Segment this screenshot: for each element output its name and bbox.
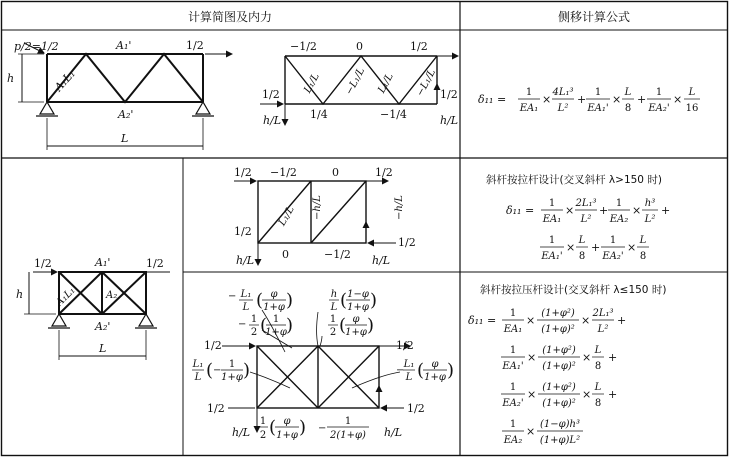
row2-tension-forces — [234, 166, 416, 267]
row2-c-c-num: 1 — [250, 314, 258, 325]
row2-c-d-par-d: 1+φ — [345, 327, 367, 338]
row2-t-top-mid: 0 — [332, 166, 339, 179]
row2-cf-r4a-d: EA₂ — [503, 435, 523, 446]
svg-text:(: ( — [417, 360, 425, 381]
svg-text:×: × — [632, 204, 642, 217]
row2-cf-r3c-n: L — [594, 382, 602, 393]
row1-top-chord-label: A₁' — [116, 39, 132, 52]
row2-t-left-node: 1/2 — [234, 225, 252, 238]
row1-schematic — [7, 39, 232, 150]
row1-span-label: L — [121, 132, 129, 145]
row1-f-t1n: 1 — [525, 87, 533, 98]
svg-text:×: × — [565, 204, 575, 217]
row2-c-f-par-d: 1+φ — [424, 372, 446, 383]
row2-c-e-den: L — [194, 372, 202, 383]
row2-tension-formula — [506, 190, 716, 274]
row2-c-g-par-d: 1+φ — [276, 430, 298, 441]
row2-tf-t8d: 8 — [639, 251, 647, 262]
row1-force-top-right: 1/2 — [410, 40, 428, 53]
row1-force-d2: −L₁/L — [343, 66, 368, 97]
svg-text:): ) — [286, 290, 294, 311]
svg-text:×: × — [627, 241, 637, 254]
row2-t-d2: −h/L — [312, 195, 323, 220]
row2-cf-r1b-d: (1+φ)² — [541, 324, 575, 335]
svg-text:−: − — [396, 365, 405, 376]
row1-force-right-node: 1/2 — [440, 88, 458, 101]
row2-cf-r1a-n: 1 — [509, 308, 517, 319]
row2-height-label: h — [16, 288, 24, 301]
row2-c-top-load: 1/2 — [204, 339, 222, 352]
row2-tf-t3n: 1 — [615, 198, 623, 209]
row2-c-h-den: 2(1+φ) — [330, 430, 366, 441]
row2-c-f-num: L₁ — [403, 359, 415, 370]
row1-formula — [478, 78, 718, 126]
row1-diagonal-label: A₁L₁ — [52, 67, 78, 94]
row2-c-g-num: 1 — [259, 416, 267, 427]
row1-f-t6d: 16 — [685, 103, 699, 114]
row1-f-lhs: δ₁₁ = — [478, 93, 507, 106]
row1-force-d1: L₁/L — [302, 71, 322, 95]
row1-force-bot-right: −1/4 — [380, 108, 407, 121]
row2-tension-caption: 斜杆按拉杆设计(交叉斜杆 λ>150 时) — [486, 174, 662, 186]
row2-c-d-par-n: φ — [352, 314, 360, 325]
row2-cf-r2c-d: 8 — [594, 361, 602, 372]
row1-react-right: h/L — [440, 114, 459, 127]
row2-c-b-den: L — [330, 302, 338, 313]
row2-diag1-label: A₁L₁ — [54, 285, 78, 309]
row1-force-bot-left: 1/4 — [310, 108, 328, 121]
row2-c-mid-load: 1/2 — [396, 339, 414, 352]
svg-text:×: × — [673, 93, 683, 106]
row2-tf-t6n: L — [578, 235, 586, 246]
row1-f-t2d: L² — [557, 103, 569, 114]
header-right: 侧移计算公式 — [557, 10, 631, 24]
svg-text:): ) — [367, 315, 375, 336]
row2-diag2-label: A₂ — [106, 290, 118, 301]
row2-c-e-par-n: 1 — [228, 359, 236, 370]
svg-text:×: × — [612, 93, 622, 106]
row2-compression-forces — [192, 289, 454, 441]
svg-text:−: − — [238, 319, 247, 330]
row1-f-t3d: EA₁' — [587, 103, 609, 114]
svg-text:(: ( — [256, 290, 264, 311]
row2-c-b-num: h — [330, 289, 338, 300]
row1-support-right — [192, 102, 214, 116]
row2-c-a-par-n: φ — [270, 289, 278, 300]
row2-cf-r3b-d: (1+φ)² — [542, 398, 576, 409]
row1-support-left — [36, 102, 58, 116]
row2-c-h-num: 1 — [344, 416, 352, 427]
row2-c-c-par-d: 1+φ — [265, 327, 287, 338]
row2-cf-r1c-n: 2L₁³ — [592, 308, 614, 319]
svg-text:−: − — [318, 423, 327, 434]
row2-support-left — [48, 314, 70, 328]
row2-cf-r2b-d: (1+φ)² — [542, 361, 576, 372]
row2-c-b-par-n: 1−φ — [347, 289, 369, 300]
svg-text:): ) — [370, 290, 378, 311]
header-left: 计算简图及内力 — [187, 10, 273, 24]
row2-c-e-num: L₁ — [192, 359, 204, 370]
row2-c-e-par-d: 1+φ — [221, 372, 243, 383]
row2-tf-t4d: L² — [644, 214, 656, 225]
row2-tf-t3d: EA₂ — [609, 214, 629, 225]
row2-bottom-chord-label: A₂' — [95, 320, 111, 333]
svg-text:+: + — [637, 93, 647, 106]
svg-text:+: + — [591, 241, 601, 254]
row2-c-bot-load-left: 1/2 — [207, 402, 225, 415]
row2-t-bot-right: −1/2 — [324, 248, 351, 261]
svg-text:(: ( — [269, 417, 277, 438]
row2-cf-lhs: δ₁₁ = — [468, 314, 497, 327]
row2-t-right-node: 1/2 — [398, 236, 416, 249]
row2-tf-t1n: 1 — [548, 198, 556, 209]
row2-cf-r4a-n: 1 — [509, 419, 517, 430]
row2-tf-t5n: 1 — [548, 235, 556, 246]
svg-text:): ) — [243, 360, 251, 381]
svg-text:+: + — [599, 204, 609, 217]
row1-f-t5n: 1 — [655, 87, 663, 98]
row2-t-d1: L₁/L — [276, 204, 297, 228]
row2-cf-r3b-n: (1+φ²) — [542, 382, 576, 393]
row2-t-top-right: 1/2 — [375, 166, 393, 179]
row2-c-a-minus: − — [228, 291, 237, 302]
row1-force-top-left: −1/2 — [290, 40, 317, 53]
row2-cf-r2a-d: EA₁' — [502, 361, 524, 372]
row2-compression-formula — [468, 298, 708, 458]
row2-c-a-den: L — [242, 302, 250, 313]
row2-c-c-par-n: 1 — [272, 314, 280, 325]
svg-text:×: × — [582, 388, 592, 401]
row2-c-f-par-n: φ — [431, 359, 439, 370]
svg-text:×: × — [527, 351, 537, 364]
row2-t-d3: −h/L — [394, 195, 405, 220]
row2-c-a-num: L₁ — [240, 289, 252, 300]
row1-bottom-chord-label: A₂' — [118, 108, 134, 121]
row1-f-t4n: L — [624, 87, 632, 98]
row2-cf-r3a-n: 1 — [509, 382, 517, 393]
row1-force-top-mid: 0 — [356, 40, 363, 53]
row2-t-react-left: h/L — [236, 254, 255, 267]
row2-t-top-left: −1/2 — [270, 166, 297, 179]
row2-cf-r2c-n: L — [594, 345, 602, 356]
row2-cf-r1b-n: (1+φ²) — [541, 308, 575, 319]
row1-f-t4d: 8 — [624, 103, 632, 114]
svg-text:(: ( — [340, 290, 348, 311]
row2-load-label: 1/2 — [34, 257, 52, 270]
svg-text:×: × — [542, 93, 552, 106]
svg-text:×: × — [527, 388, 537, 401]
row2-c-react-left: h/L — [232, 426, 251, 439]
row2-c-react-right: h/L — [384, 426, 403, 439]
row2-tf-t7d: EA₂' — [602, 251, 624, 262]
row2-t-load-left: 1/2 — [234, 166, 252, 179]
row2-c-d-num: 1 — [329, 314, 337, 325]
row2-schematic — [16, 256, 170, 360]
row2-compression-caption: 斜杆按拉压杆设计(交叉斜杆 λ≤150 时) — [480, 284, 667, 296]
row2-cf-r4b-n: (1−φ)h³ — [540, 419, 580, 430]
row2-c-g-den: 2 — [259, 430, 267, 441]
svg-text:×: × — [582, 351, 592, 364]
svg-text:+: + — [577, 93, 587, 106]
row1-load-label: p/2=1/2 — [14, 40, 59, 53]
row1-height-label: h — [7, 72, 15, 85]
row2-tf-lhs: δ₁₁ = — [506, 204, 535, 217]
row2-tf-t1d: EA₁ — [542, 214, 562, 225]
row2-c-c-den: 2 — [250, 327, 258, 338]
row1-f-t6n: L — [688, 87, 696, 98]
row1-force-d4: −L₁/L — [414, 67, 439, 99]
row2-t-react-right: h/L — [372, 254, 391, 267]
row2-tf-t2d: L² — [580, 214, 592, 225]
row1-f-t3n: 1 — [594, 87, 602, 98]
svg-text:×: × — [581, 314, 591, 327]
row2-cf-r1c-d: L² — [597, 324, 609, 335]
row2-t-bot-left: 0 — [282, 248, 289, 261]
row2-c-a-par-d: 1+φ — [263, 302, 285, 313]
svg-text:×: × — [566, 241, 576, 254]
row2-span-label: L — [99, 342, 107, 355]
row2-c-g-par-n: φ — [283, 416, 291, 427]
row2-right-load-label: 1/2 — [146, 257, 164, 270]
row1-right-load-label: 1/2 — [186, 39, 204, 52]
row2-c-b-par-d: 1+φ — [347, 302, 369, 313]
row2-cf-r3a-d: EA₂' — [502, 398, 524, 409]
row1-forces — [260, 40, 458, 127]
row2-cf-r2a-n: 1 — [509, 345, 517, 356]
svg-text:+: + — [617, 314, 627, 327]
row2-tf-t8n: L — [639, 235, 647, 246]
row2-tf-t5d: EA₁' — [541, 251, 563, 262]
svg-text:(: ( — [260, 315, 268, 336]
svg-text:(: ( — [206, 360, 214, 381]
row1-force-left-node: 1/2 — [262, 88, 280, 101]
svg-text:−: − — [213, 365, 222, 376]
svg-text:×: × — [526, 425, 536, 438]
row2-c-bot-load-right: 1/2 — [407, 402, 425, 415]
row1-f-t1d: EA₁ — [519, 103, 539, 114]
row2-c-f-den: L — [405, 372, 413, 383]
svg-text:×: × — [526, 314, 536, 327]
row2-tf-t4n: h³ — [644, 198, 656, 209]
row2-tf-t7n: 1 — [609, 235, 617, 246]
svg-text:+: + — [608, 388, 618, 401]
svg-text:+: + — [661, 204, 671, 217]
row2-cf-r4b-d: (1+φ)L² — [539, 435, 581, 446]
row1-force-d3: L₁/L — [376, 71, 396, 95]
row2-c-d-den: 2 — [329, 327, 337, 338]
row1-f-t5d: EA₂' — [648, 103, 670, 114]
row1-f-t2n: 4L₁³ — [552, 87, 574, 98]
row2-cf-r2b-n: (1+φ²) — [542, 345, 576, 356]
svg-text:+: + — [608, 351, 618, 364]
row2-top-chord-label: A₁' — [95, 256, 111, 269]
svg-text:(: ( — [339, 315, 347, 336]
row2-cf-r1a-d: EA₁ — [503, 324, 523, 335]
svg-text:): ) — [299, 417, 307, 438]
row1-react-left: h/L — [263, 114, 282, 127]
row2-support-right — [135, 314, 157, 328]
row2-cf-r3c-d: 8 — [594, 398, 602, 409]
row2-tf-t6d: 8 — [578, 251, 586, 262]
svg-text:): ) — [447, 360, 455, 381]
row2-tf-t2n: 2L₁³ — [575, 198, 597, 209]
svg-text:): ) — [286, 315, 294, 336]
